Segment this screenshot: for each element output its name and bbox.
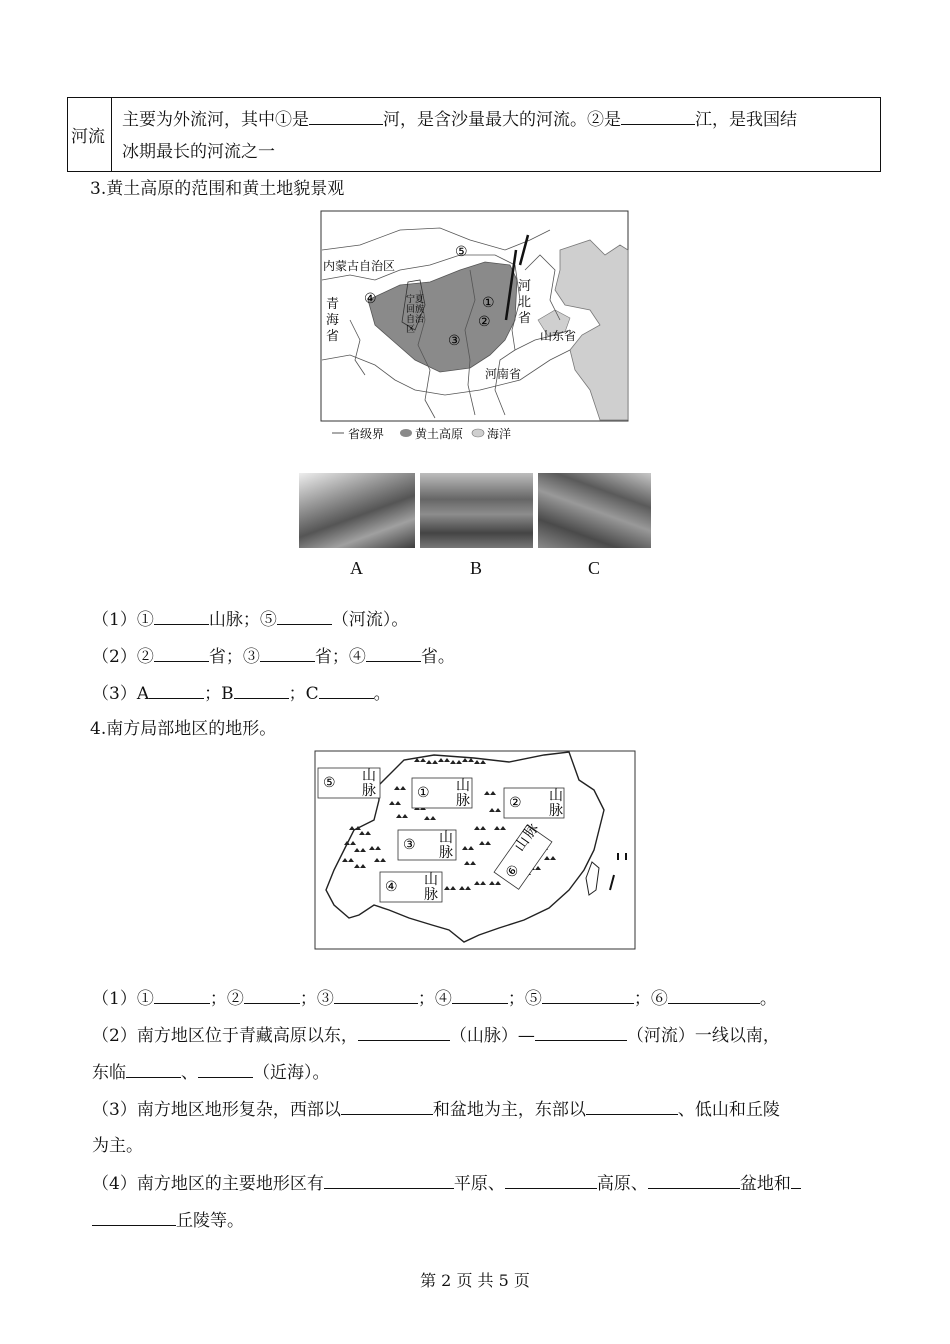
question-text: 省；③ [208, 647, 260, 667]
question-text: 省；④ [314, 647, 366, 667]
question-text: 高原、 [596, 1174, 648, 1194]
svg-text:北: 北 [518, 294, 532, 309]
question-text: （1）① [92, 989, 154, 1009]
river-table [67, 97, 881, 172]
answer-blank[interactable] [505, 1172, 597, 1189]
question-text: ；⑤ [507, 989, 542, 1009]
answer-blank[interactable] [452, 987, 508, 1004]
svg-text:区: 区 [406, 324, 416, 334]
answer-blank[interactable] [277, 608, 332, 625]
question-3-3 [92, 682, 391, 705]
answer-blank[interactable] [324, 1172, 454, 1189]
question-text: ；④ [417, 989, 452, 1009]
svg-text:河: 河 [518, 278, 532, 293]
loess-photo-b [420, 473, 533, 548]
answer-blank[interactable] [198, 1061, 253, 1078]
question-text: 省。 [420, 647, 455, 667]
svg-text:⑥: ⑥ [502, 861, 523, 882]
section-title: 3.黄土高原的范围和黄土地貌景观 [90, 179, 345, 199]
question-text: ；③ [299, 989, 334, 1009]
map-label-4: ④ [364, 291, 377, 307]
answer-blank[interactable] [319, 682, 374, 699]
answer-blank[interactable] [358, 1024, 450, 1041]
svg-text:山: 山 [424, 872, 438, 888]
map-label-2: ② [478, 314, 491, 330]
answer-blank[interactable] [234, 682, 289, 699]
table-header-label: 河流 [71, 127, 105, 147]
table-text: 江，是我国结 [695, 110, 797, 130]
map-label-shandong: 山东省 [540, 329, 577, 343]
question-text: 、 [181, 1063, 198, 1083]
question-4-3 [92, 1098, 780, 1121]
question-text: （山脉）— [449, 1026, 535, 1046]
svg-text:宁夏: 宁夏 [406, 294, 425, 304]
loess-plateau-map [320, 210, 630, 450]
question-4-4-cont [92, 1209, 244, 1232]
answer-blank[interactable] [791, 1172, 801, 1189]
answer-blank[interactable] [126, 1061, 181, 1078]
svg-text:脉: 脉 [456, 793, 470, 809]
answer-blank[interactable] [341, 1098, 433, 1115]
terrain-map-svg [314, 750, 636, 950]
question-text: （3）A [92, 684, 150, 704]
page-footer: 第 2 页 共 5 页 [420, 1271, 530, 1290]
map-label-henan: 河南省 [485, 367, 522, 381]
question-3-2 [92, 645, 455, 668]
question-text: ；C [288, 684, 319, 704]
question-text: 、低山和丘陵 [677, 1100, 780, 1120]
question-4-1 [92, 987, 777, 1010]
table-text: 冰期最长的河流之一 [122, 142, 275, 162]
question-4-3-cont: 为主。 [92, 1136, 143, 1156]
question-text: 东临 [92, 1063, 126, 1083]
svg-text:自治: 自治 [406, 314, 425, 324]
answer-blank[interactable] [334, 987, 418, 1004]
legend-loess: 黄土高原 [415, 427, 464, 441]
answer-blank[interactable] [92, 1209, 176, 1226]
loess-photo-a [299, 473, 415, 548]
svg-text:脉: 脉 [362, 783, 376, 799]
answer-blank[interactable] [648, 1172, 740, 1189]
svg-text:④: ④ [385, 879, 398, 895]
question-text: （4）南方地区的主要地形区有 [92, 1174, 324, 1194]
question-4-4 [92, 1172, 801, 1195]
svg-text:②: ② [509, 795, 522, 811]
question-text: 平原、 [453, 1174, 505, 1194]
question-text: （2）南方地区位于青藏高原以东， [92, 1026, 358, 1046]
answer-blank[interactable] [535, 1024, 627, 1041]
svg-text:海: 海 [326, 312, 340, 327]
photo-label-a: A [350, 558, 363, 578]
svg-text:山: 山 [549, 788, 563, 804]
table-text: 主要为外流河，其中①是 [122, 110, 309, 130]
question-text: 和盆地为主，东部以 [432, 1100, 586, 1120]
svg-text:回族: 回族 [406, 304, 425, 314]
map-label-qinghai [326, 296, 339, 343]
svg-text:山: 山 [362, 768, 376, 784]
section-title: 4.南方局部地区的地形。 [90, 719, 277, 739]
photo-label-c: C [588, 558, 601, 578]
legend-ocean: 海洋 [487, 427, 512, 441]
svg-text:省: 省 [326, 328, 340, 343]
question-text: ；② [209, 989, 244, 1009]
svg-text:脉: 脉 [439, 845, 453, 861]
answer-blank[interactable] [366, 645, 421, 662]
map-label-inner-mongolia: 内蒙古自治区 [323, 259, 396, 273]
question-text: 山脉；⑤ [208, 610, 277, 630]
answer-blank[interactable] [154, 987, 210, 1004]
answer-blank[interactable] [309, 108, 383, 125]
table-header-cell [68, 98, 112, 171]
svg-text:脉: 脉 [549, 803, 563, 819]
svg-text:青: 青 [326, 296, 340, 311]
map-label-5: ⑤ [455, 244, 468, 260]
svg-text:脉: 脉 [520, 820, 542, 842]
svg-text:③: ③ [403, 837, 416, 853]
photo-label-b: B [470, 558, 483, 578]
map-label-hebei [518, 278, 531, 325]
question-4-2-cont [92, 1061, 330, 1084]
question-text: 丘陵等。 [176, 1211, 244, 1231]
answer-blank[interactable] [621, 108, 695, 125]
question-text: （1）① [92, 610, 154, 630]
question-text: （近海）。 [253, 1063, 330, 1083]
question-text: ；⑥ [633, 989, 668, 1009]
question-text: （2）② [92, 647, 154, 667]
question-text: ；B [204, 684, 234, 704]
south-terrain-map [314, 750, 636, 950]
svg-text:脉: 脉 [424, 887, 438, 903]
question-text: 。 [759, 989, 777, 1009]
answer-blank[interactable] [586, 1098, 678, 1115]
svg-text:省: 省 [518, 310, 532, 325]
question-text: （河流）一线以南， [626, 1026, 780, 1046]
question-3-1 [92, 608, 408, 631]
answer-blank[interactable] [668, 987, 760, 1004]
answer-blank[interactable] [244, 987, 300, 1004]
question-text: （3）南方地区地形复杂，西部以 [92, 1100, 341, 1120]
answer-blank[interactable] [154, 608, 209, 625]
table-content-cell [122, 104, 874, 168]
svg-text:山: 山 [439, 830, 453, 846]
question-text: （河流）。 [331, 610, 409, 630]
answer-blank[interactable] [260, 645, 315, 662]
loess-photo-c [538, 473, 651, 548]
question-text: 盆地和 [739, 1174, 791, 1194]
question-text: 。 [373, 684, 391, 704]
answer-blank[interactable] [154, 645, 209, 662]
map-label-3: ③ [448, 333, 461, 349]
answer-blank[interactable] [149, 682, 204, 699]
question-4-2 [92, 1024, 780, 1047]
svg-text:山: 山 [511, 833, 533, 855]
svg-text:①: ① [417, 785, 430, 801]
legend-boundary: 省级界 [348, 427, 385, 441]
table-text: 河，是含沙量最大的河流。②是 [383, 110, 621, 130]
map-svg [320, 210, 630, 450]
svg-text:山: 山 [456, 778, 470, 794]
map-label-1: ① [482, 295, 495, 311]
answer-blank[interactable] [542, 987, 634, 1004]
svg-text:⑤: ⑤ [323, 775, 336, 791]
